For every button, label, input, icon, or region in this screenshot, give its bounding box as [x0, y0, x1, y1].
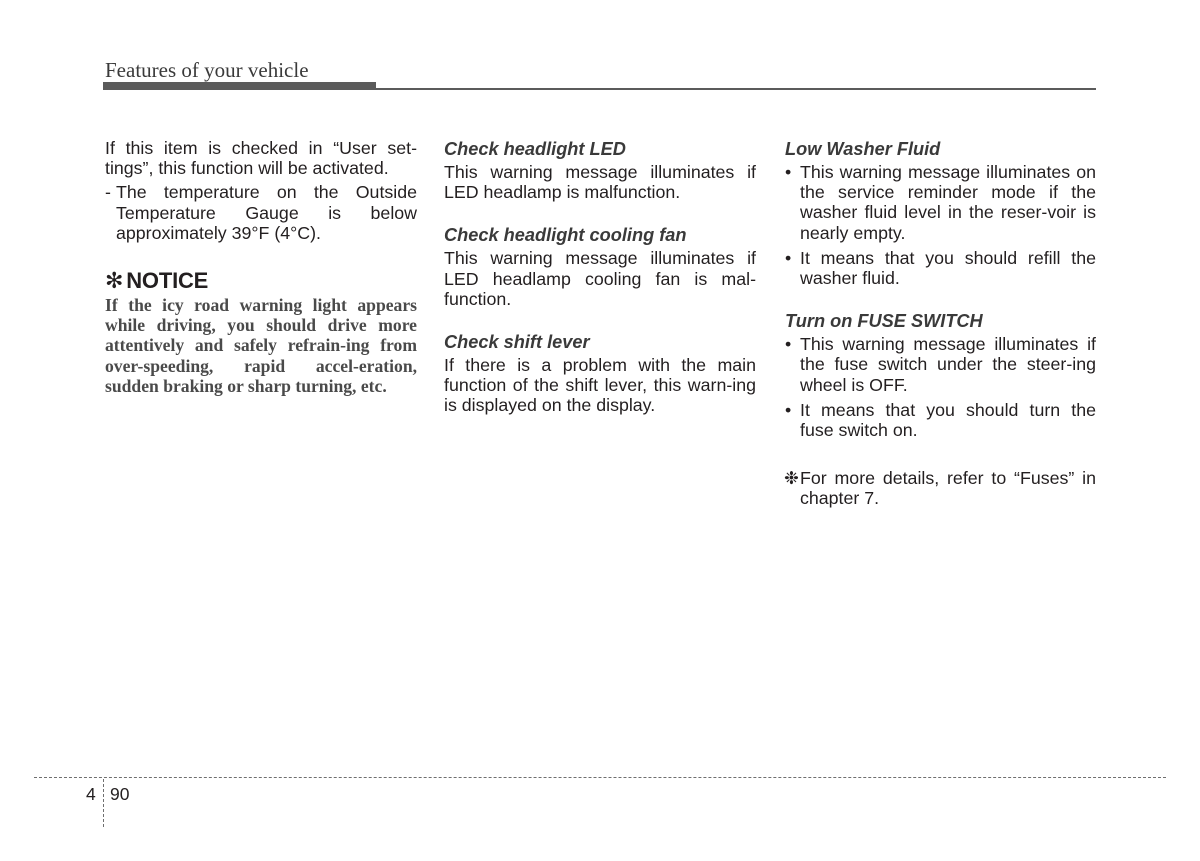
- notice-body: If the icy road warning light appears while driving, you should drive more attentively and safely refrain-ing from over-speeding, rapid accel-eration, sudden braking or sharp turning, etc.: [105, 295, 417, 396]
- note-text: For more details, refer to “Fuses” in chapter 7.: [800, 468, 1096, 509]
- header-rule-thick: [103, 82, 376, 90]
- page-number: 90: [110, 784, 130, 804]
- dash-line-1: The temperature on the Outside: [116, 182, 417, 203]
- footer-dashed-rule: [34, 777, 1166, 778]
- bullet-marker: •: [785, 247, 792, 268]
- heading-check-headlight-cooling-fan: Check headlight cooling fan: [444, 225, 687, 246]
- fuse-bullet-1: This warning message illuminates if the fuse switch under the steer-ing wheel is OFF.: [800, 334, 1096, 395]
- dash-line-2: Temperature Gauge is below: [116, 202, 417, 223]
- header-rule-thin: [376, 88, 1096, 90]
- washer-bullet-list: [785, 162, 1096, 288]
- note-asterisk-icon: ❉: [784, 468, 799, 489]
- dash-marker: -: [105, 182, 111, 203]
- fuse-bullet-list: [785, 334, 1096, 440]
- heading-check-shift-lever: Check shift lever: [444, 332, 590, 353]
- notice-heading: [105, 268, 417, 294]
- footer-dashed-divider: [103, 779, 104, 827]
- page-section-number: 4: [86, 784, 96, 804]
- bullet-marker: •: [785, 162, 792, 182]
- bullet-marker: •: [785, 334, 792, 355]
- notice-star-icon: ✻: [105, 268, 124, 294]
- page-header-title: Features of your vehicle: [105, 58, 309, 82]
- washer-bullet-1: This warning message illuminates on the service reminder mode if the washer fluid level in the reser-voir is nearly empty.: [800, 162, 1096, 243]
- body-check-headlight-cooling-fan: This warning message illuminates if LED headlamp cooling fan is mal-function.: [444, 248, 756, 309]
- intro-line-2: tings”, this function will be activated.: [105, 158, 389, 179]
- intro-line-1: If this item is checked in “User set-: [105, 138, 417, 158]
- dash-list-item: [105, 182, 417, 243]
- body-check-headlight-led: This warning message illuminates if LED headlamp is malfunction.: [444, 162, 756, 203]
- fuse-bullet-2: It means that you should turn the fuse switch on.: [800, 399, 1096, 441]
- column-left: [105, 138, 417, 396]
- fuses-reference-note: [785, 468, 1096, 508]
- column-right: [785, 138, 1096, 509]
- body-check-shift-lever: If there is a problem with the main function of the shift lever, this warn-ing is displayed on the display.: [444, 355, 756, 416]
- list-item: [785, 334, 1096, 395]
- heading-check-headlight-led: Check headlight LED: [444, 139, 626, 159]
- notice-title: NOTICE: [126, 268, 209, 294]
- list-item: [785, 162, 1096, 243]
- heading-turn-on-fuse-switch: Turn on FUSE SWITCH: [785, 311, 983, 332]
- list-item: [785, 400, 1096, 440]
- intro-paragraph: [105, 138, 417, 178]
- heading-low-washer-fluid: Low Washer Fluid: [785, 139, 941, 159]
- bullet-marker: •: [785, 399, 792, 420]
- dash-line-3: approximately 39°F (4°C).: [116, 222, 321, 243]
- washer-bullet-2: It means that you should refill the washer fluid.: [800, 247, 1096, 289]
- column-middle: [444, 138, 756, 416]
- list-item: [785, 248, 1096, 288]
